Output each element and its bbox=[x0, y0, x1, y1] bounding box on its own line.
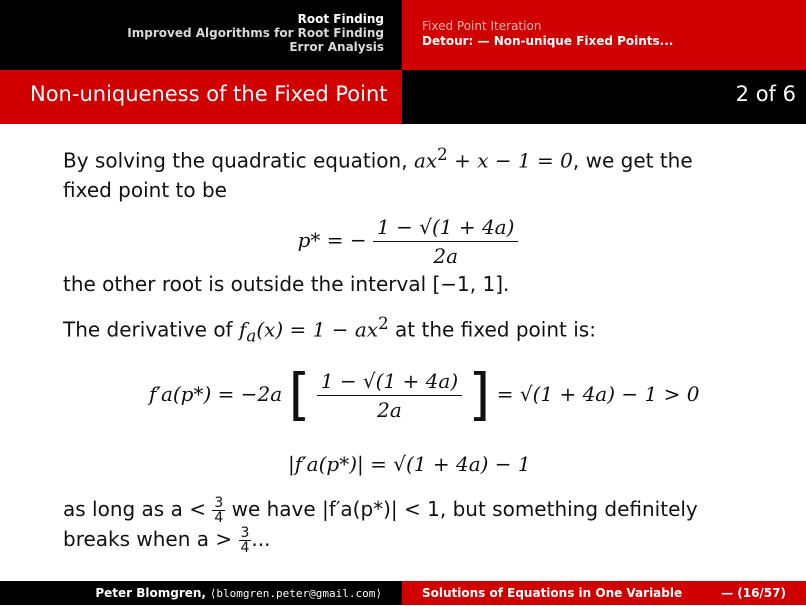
equation-fraction bbox=[373, 213, 518, 270]
text-segment: as long as a < bbox=[63, 497, 206, 521]
equation-fraction bbox=[317, 367, 462, 424]
fraction-denominator: 4 bbox=[214, 510, 224, 526]
fraction-numerator: 3 bbox=[240, 525, 250, 541]
math-exponent: 2 bbox=[378, 313, 389, 333]
three-quarters-fraction bbox=[239, 526, 252, 555]
header-bar bbox=[0, 0, 806, 70]
fixed-point-equation bbox=[63, 213, 753, 270]
fraction-denominator: 4 bbox=[240, 540, 250, 556]
text-segment: , we get the bbox=[572, 148, 693, 173]
slide-title: Non-uniqueness of the Fixed Point bbox=[0, 70, 402, 124]
math-segment: + x − 1 = 0 bbox=[447, 148, 573, 173]
section-navigation bbox=[0, 0, 402, 70]
subsection-navigation bbox=[402, 0, 806, 70]
subsection-detour[interactable]: Detour: — Non-unique Fixed Points... bbox=[422, 34, 674, 48]
subsection-fixed-point-iteration[interactable]: Fixed Point Iteration bbox=[422, 19, 542, 33]
conclusion-paragraph bbox=[63, 495, 753, 555]
fraction-numerator: 1 − √(1 + 4a) bbox=[373, 213, 518, 242]
math-segment: (x) = 1 − ax bbox=[256, 317, 379, 342]
author-email: ⟨blomgren.peter@gmail.com⟩ bbox=[209, 587, 382, 600]
footer-course bbox=[402, 581, 806, 605]
text-segment: we have |f′a(p*)| < 1, but something definitely bbox=[231, 497, 698, 521]
fraction-numerator: 1 − √(1 + 4a) bbox=[317, 367, 462, 396]
right-bracket: ] bbox=[468, 362, 491, 428]
math-segment: ax bbox=[413, 148, 438, 173]
fraction-denominator: 2a bbox=[377, 398, 402, 422]
text-segment: ... bbox=[251, 527, 271, 551]
three-quarters-fraction bbox=[212, 496, 225, 525]
math-segment: f bbox=[238, 317, 247, 342]
absolute-derivative-equation: |f′a(p*)| = √(1 + 4a) − 1 bbox=[288, 452, 531, 476]
slide-page-counter: 2 of 6 bbox=[402, 70, 806, 124]
fraction-numerator: 3 bbox=[214, 495, 224, 511]
text-segment: at the fixed point is: bbox=[388, 317, 596, 342]
section-subtitle-1[interactable]: Improved Algorithms for Root Finding bbox=[127, 26, 384, 40]
fraction-denominator: 2a bbox=[433, 243, 459, 268]
text-segment: The derivative of bbox=[63, 317, 239, 342]
course-title: Solutions of Equations in One Variable bbox=[422, 586, 683, 600]
footer-bar bbox=[0, 581, 806, 605]
math-subscript: a bbox=[246, 326, 257, 346]
equation-lhs: f′a(p*) = −2a bbox=[149, 382, 283, 406]
equation-rhs: = √(1 + 4a) − 1 > 0 bbox=[496, 382, 700, 406]
section-title[interactable]: Root Finding bbox=[297, 12, 384, 26]
text-segment: breaks when a > bbox=[63, 527, 233, 551]
interval-remark: the other root is outside the interval [−1, 1]. bbox=[63, 271, 510, 296]
slide-title-bar bbox=[0, 70, 806, 124]
author-name: Peter Blomgren, bbox=[95, 586, 206, 600]
derivative-equation bbox=[149, 362, 739, 428]
equation-lhs: p* = − bbox=[297, 227, 367, 252]
math-exponent: 2 bbox=[437, 145, 448, 164]
section-subtitle-2[interactable]: Error Analysis bbox=[289, 40, 384, 54]
text-segment: fixed point to be bbox=[63, 177, 227, 202]
left-bracket: [ bbox=[288, 362, 311, 428]
paragraph-quadratic bbox=[63, 140, 753, 205]
footer-page-counter: — (16/57) bbox=[721, 586, 786, 600]
slide-content bbox=[63, 140, 753, 556]
derivative-paragraph bbox=[63, 309, 753, 351]
text-segment: By solving the quadratic equation, bbox=[63, 148, 414, 173]
footer-author bbox=[0, 581, 402, 605]
